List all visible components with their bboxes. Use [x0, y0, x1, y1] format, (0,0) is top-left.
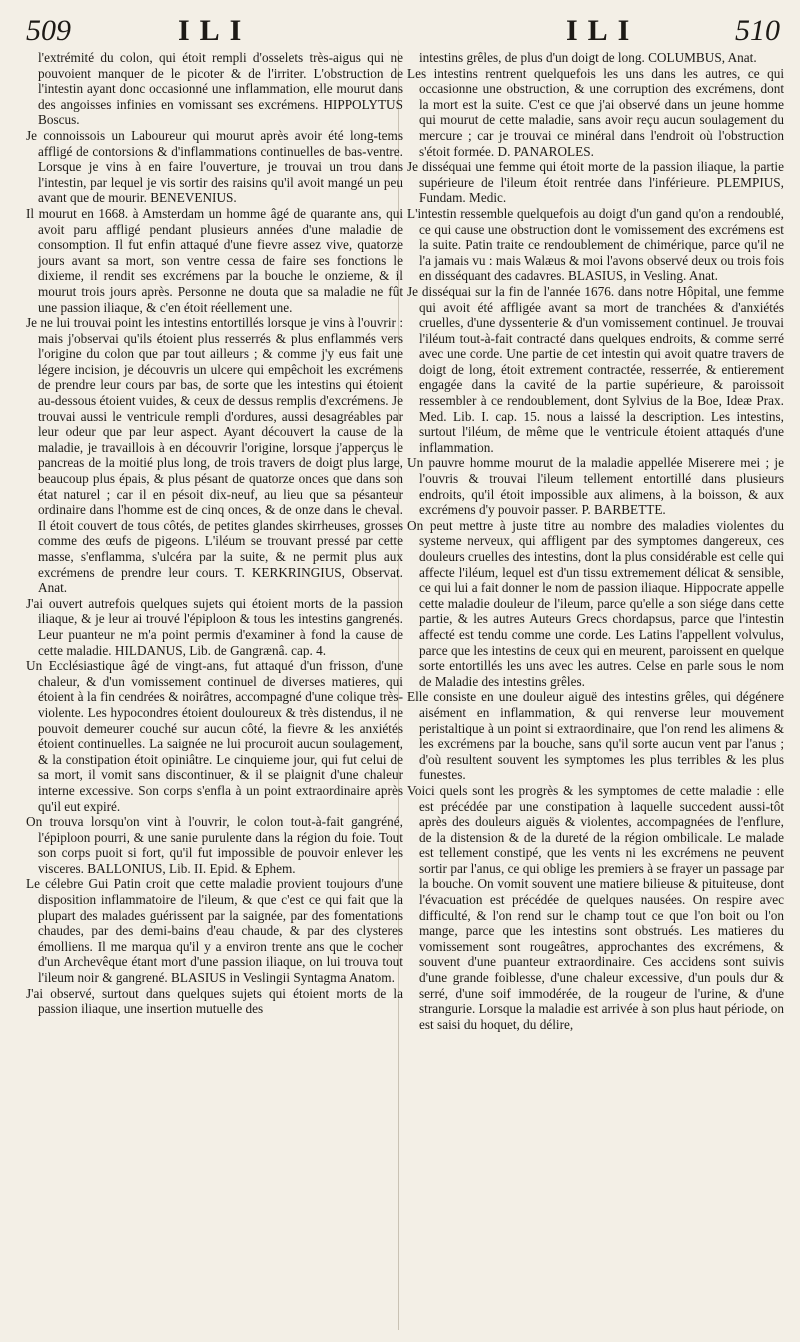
paragraph: On peut mettre à juste titre au nombre des maladies violentes du systeme nerveux, qui affligent par des symptomes dangereux, ces douleurs cruelles des intestins, dont la plus considérable est celle qui affecte l'iléum, lequel est d'un tissu extremement délicat & sensible, ce qui lui a fait donner le nom de passion iliaque. Hippocrate appelle cette maladie douleur de l'ileum, parce qu'elle a son siége dans cette partie, & les autres Auteurs Grecs chordapsus, parce que l'intestin affecté est tendu comme une corde. Les Latins l'appellent volvulus, parce que les intestins de ceux qui en meurent, paroissent en quelque sorte entortillés les uns avec les autres. Celse en parle sous le nom de Maladie des intestins grêles.: [407, 517, 784, 689]
paragraph: Voici quels sont les progrès & les symptomes de cette maladie : elle est précédée par une constipation à laquelle succedent aussi-tôt après des douleurs aiguës & violentes, accompagnées de l'enflure, de la distension & de la dureté de la région ombilicale. Le malade est tellement constipé, que les vents ni les excrémens ne peuvent sortir par l'anus, ce qui oblige les premiers à se frayer un passage par la bouche. On vomit souvent une matiere bilieuse & pituiteuse, dont l'évacuation est précédée de quelques nausées. On respire avec difficulté, & l'on rend sur le champ tout ce que l'on boit ou l'on mange, parce que les intestins sont obstrués. Les matieres du vomissement sont rougeâtres, approchantes des excrémens, & souvent d'une puanteur extraordinaire. Ces accidens sont suivis d'une grande foiblesse, d'une chaleur excessive, d'un pouls dur & serré, d'une soif immodérée, de la rougeur de l'urine, & d'une strangurie. Lorsque la maladie est arrivée à son plus haut période, on est saisi du hoquet, du délire,: [407, 782, 784, 1032]
paragraph: Je disséquai sur la fin de l'année 1676. dans notre Hôpital, une femme qui avoit été affligée avant sa mort de tranchées & d'anxiétés cruelles, d'une dyssenterie & d'un vomissement continuel. Je trouvai l'iléum tout-à-fait contracté dans quelques endroits, & comme serré avec une corde. Une partie de cet intestin qui avoit quatre travers de doigt de long, étoit extrement contractée, resserrée, & entierement engagée dans la cavité de la partie supérieure, & paroissoit ressembler à ce rendoublement, dont Sylvius de la Boe, Ideæ Prax. Med. Lib. I. cap. 15. nous a laissé la description. Les intestins, surtout l'iléum, de même que le ventricule étoient attaqués d'une inflammation.: [407, 283, 784, 455]
paragraph: Je ne lui trouvai point les intestins entortillés lorsque je vins à l'ouvrir : mais j'observai qu'ils étoient plus resserrés & plus enflammés vers l'origine du colon que par tout ailleurs ; & comme j'y eus fait une légere incision, je découvris un ulcere qui empêchoit les excrémens de prendre leur cours par bas, de sorte que les intestins qui étoient au-dessous étoient vuides, & ceux de dessus remplis d'excrémens. Je trouvai aussi le ventricule rempli d'ordures, aussi desagréables par leur odeur que par leur aspect. Ayant découvert la cause de la maladie, je travaillois à en découvrir l'origine, lorsque j'apperçus le pancreas de la moitié plus long, de trois travers de doigt plus large, beaucoup plus épais, & plus pésant de quatorze onces que dans son état naturel ; car il en pésoit dix-neuf, au lieu que sa pésanteur ordinaire dans l'homme est de cinq onces, & de onze dans le cheval. Il étoit couvert de tous côtés, de petites glandes skirrheuses, grosses comme des œufs de pigeons. L'iléum se trouvant pressé par cette masse, s'enflamma, s'ulcéra par la suite, & ne permit plus aux excrémens de prendre leur cours. T. KERKRINGIUS, Observat. Anat.: [26, 315, 403, 596]
paragraph: J'ai ouvert autrefois quelques sujets qui étoient morts de la passion iliaque, & je leur ai trouvé l'épiploon & tous les intestins gangrenés. Leur puanteur ne m'a point permis d'examiner à fond la cause de cette maladie. HILDANUS, Lib. de Gangrænâ. cap. 4.: [26, 595, 403, 658]
paragraph: Elle consiste en une douleur aiguë des intestins grêles, qui dégénere aisément en inflammation, & qui renverse leur mouvement peristaltique à un point si extraordinaire, que l'on rend les alimens & les excrémens par la bouche, sans qu'il sorte aucun vent par l'anus ; d'où resultent souvent les symptomes les plus terribles & les plus funestes.: [407, 689, 784, 783]
paragraph: Un pauvre homme mourut de la maladie appellée Miserere mei ; je l'ouvris & trouvai l'ileum tellement entortillé dans plusieurs endroits, qu'il étoit impossible aux alimens, à la boisson, & aux excrémens d'y pouvoir passer. P. BARBETTE.: [407, 455, 784, 518]
left-text-column: [26, 50, 403, 1017]
paragraph: intestins grêles, de plus d'un doigt de long. COLUMBUS, Anat.: [419, 50, 757, 65]
paragraph: Il mourut en 1668. à Amsterdam un homme âgé de quarante ans, qui avoit paru affligé pendant plusieurs années d'une maladie de consomption. Il fut enfin attaqué d'une fievre assez vive, quatorze jours avant sa mort, son ventre cessa de faire ses fonctions le dixieme, il rendit ses excrémens par la bouche le onzieme, & il mourut trois jours après. Personne ne douta que sa maladie ne fût une passion iliaque, & c'en étoit réellement une.: [26, 205, 403, 315]
left-page-number: 509: [26, 14, 71, 47]
paragraph: Les intestins rentrent quelquefois les uns dans les autres, ce qui occasionne une obstruction, & une corruption des excrémens, dont la mort est la suite. C'est ce que j'ai observé dans un jeune homme qui mourut de cette maladie, sans avoir reçu aucun soulagement du mercure ; car je trouvai ce minéral dans l'endroit où l'obstruction s'étoit formée. D. PANAROLES.: [407, 65, 784, 159]
paragraph: Je connoissois un Laboureur qui mourut après avoir été long-tems affligé de contorsions & d'inflammations continuelles de bas-ventre. Lorsque je vins à en faire l'ouverture, je trouvai un trou dans l'intestin, par lequel je vis sortir des raisins qu'il avoit mangé un peu avant que de mourir. BENEVENIUS.: [26, 127, 403, 206]
left-running-title: ILI: [178, 14, 252, 47]
paragraph: On trouva lorsqu'on vint à l'ouvrir, le colon tout-à-fait gangréné, l'épiploon pourri, & une sanie purulente dans la région du foie. Tout son corps puoit si fort, qu'il fut impossible de pouvoir enlever les visceres. BALLONIUS, Lib. II. Epid. & Ephem.: [26, 814, 403, 876]
right-running-title: ILI: [566, 14, 640, 47]
right-text-column: [407, 50, 784, 1032]
right-page-number: 510: [735, 14, 780, 47]
paragraph: J'ai observé, surtout dans quelques sujets qui étoient morts de la passion iliaque, une insertion mutuelle des: [26, 985, 403, 1017]
paragraph: Un Ecclésiastique âgé de vingt-ans, fut attaqué d'un frisson, d'une chaleur, & d'un vomissement continuel de diverses matieres, qui étoient à la fin cendrées & noirâtres, accompagné d'une colique très-violente. Les hypocondres étoient douloureux & très distendus, il ne pouvoit demeurer couché sur aucun côté, la fievre & les anxiétés étoient continuelles. La saignée ne lui procuroit aucun soulagement, & la constipation étoit opiniâtre. Le cinquieme jour, qui fut celui de sa mort, il vomit sans discontinuer, & il se plaignit d'une chaleur interne excessive. Son corps s'enfla à un point extraordinaire après qu'il eut expiré.: [26, 658, 403, 814]
paragraph: L'intestin ressemble quelquefois au doigt d'un gand qu'on a rendoublé, ce qui cause une obstruction dont le vomissement des excrémens est la suite. Patin traite ce rendoublement de chimérique, parce qu'il ne l'a jamais vu : mais Walæus & moi l'avons observé deux ou trois fois en disséquant des cadavres. BLASIUS, in Vesling. Anat.: [407, 205, 784, 284]
paragraph: Le célebre Gui Patin croit que cette maladie provient toujours d'une disposition inflammatoire de l'ileum, & que c'est ce qui fait que la plupart des malades guérissent par la saignée, par des fomentations chaudes, par des demi-bains d'eau chaude, & par des clysteres émolliens. Il me marqua qu'il y a environ trente ans que le cocher d'un Archevêque étant mort d'une passion iliaque, on lui trouva tout l'ileum noir & gangrené. BLASIUS in Veslingii Syntagma Anatom.: [26, 876, 403, 986]
paragraph: l'extrémité du colon, qui étoit rempli d'osselets très-aigus qui ne pouvoient manquer de le picoter & de l'irriter. L'obstruction de l'intestin ayant donc occasionné une inflammation, elle mourut dans des angoisses infinies en vomissant ses excrémens. HIPPOLYTUS Boscus.: [38, 50, 403, 128]
paragraph: Je disséquai une femme qui étoit morte de la passion iliaque, la partie supérieure de l'ileum étoit rentrée dans l'inférieure. PLEMPIUS, Fundam. Medic.: [407, 159, 784, 206]
